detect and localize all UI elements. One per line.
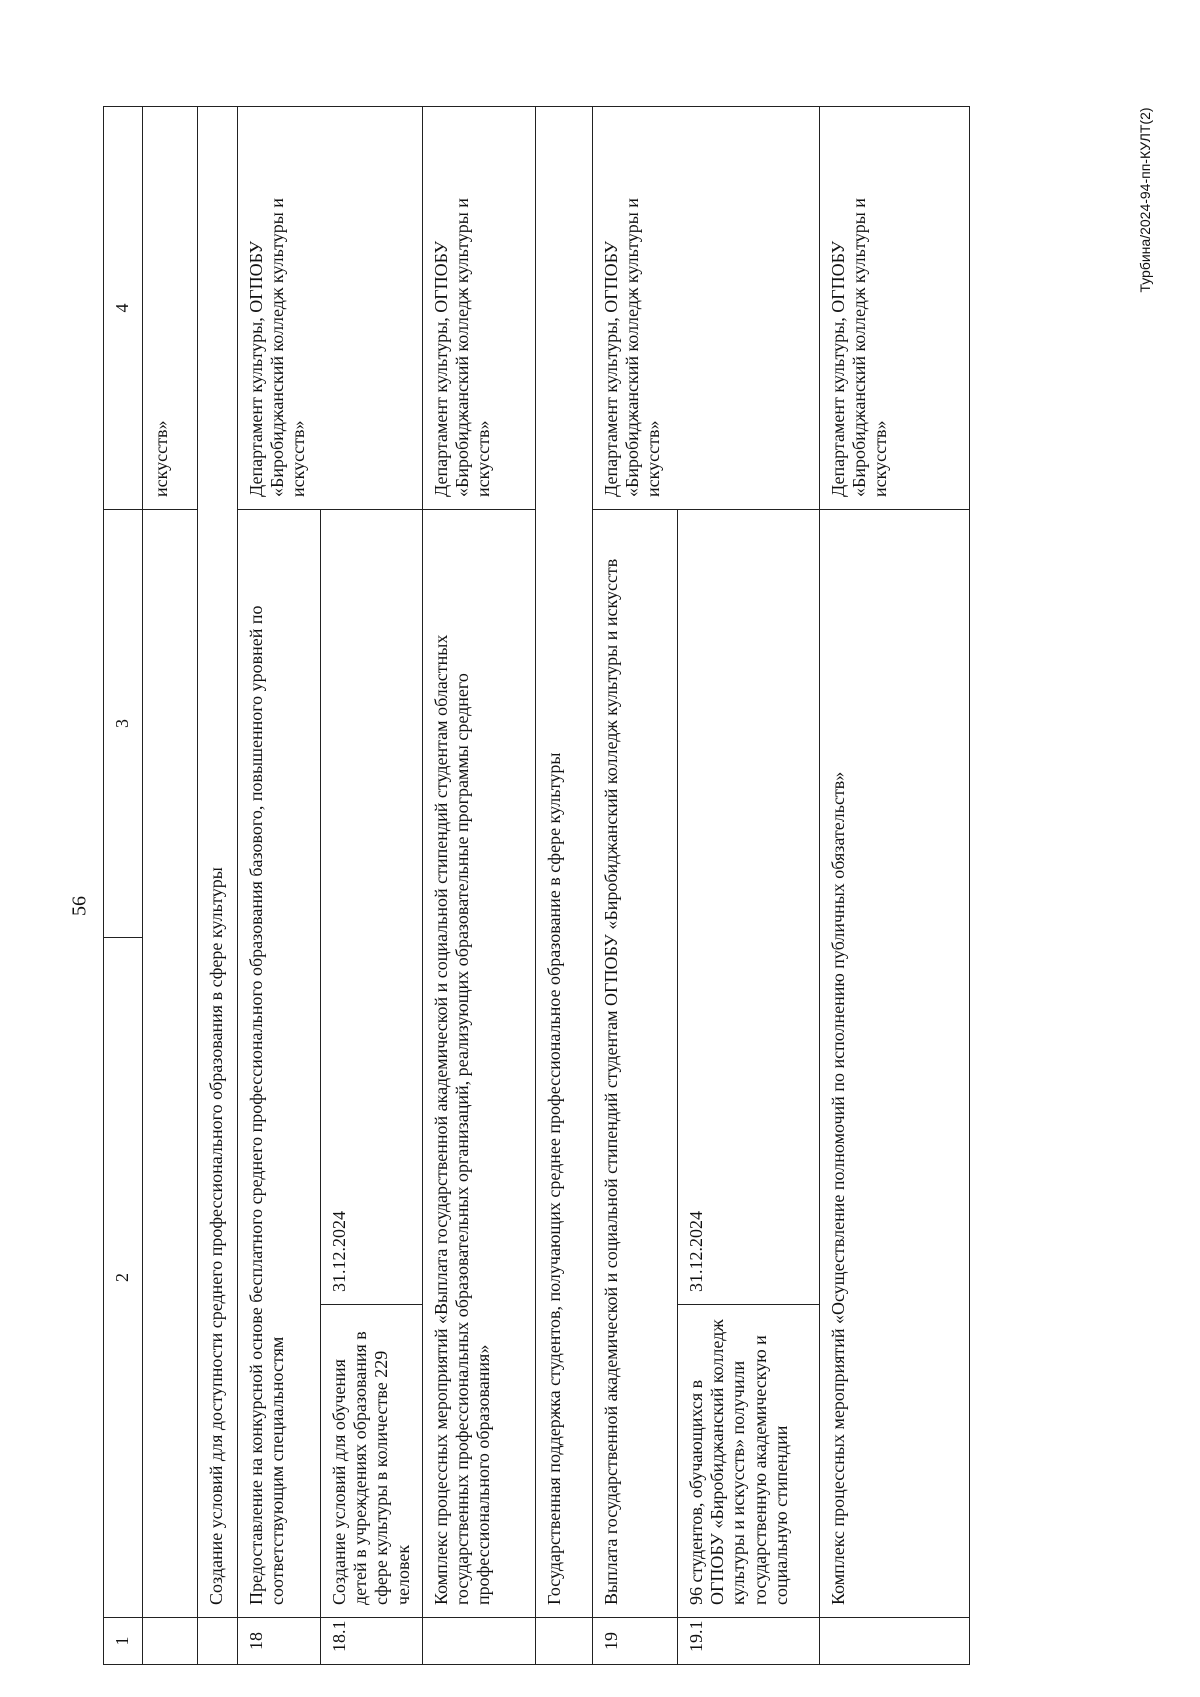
row-number: 19.1: [677, 1618, 819, 1665]
cell-empty: [422, 1618, 535, 1665]
row-text: Комплекс процессных мероприятий «Выплата государственной академической и социальной стипендий студентам областных государственных профессиональных образовательных организаций, реализующих образовательные программы среднего профессионального образования»: [422, 510, 535, 1618]
cell-empty: [143, 510, 198, 1618]
row-date: 31.12.2024: [321, 510, 423, 1305]
table-row-section-title: [198, 107, 238, 1665]
row-responsible: Департамент культуры, ОГПОБУ «Биробиджанский колледж культуры и искусств»: [422, 107, 535, 510]
row-text: Комплекс процессных мероприятий «Осуществление полномочий по исполнению публичных обязательств»: [819, 510, 969, 1618]
table-row-section2-title: [535, 107, 592, 1665]
row-text: Создание условий для обучения детей в учреждениях образования в сфере культуры в количестве 229 человек: [321, 1305, 423, 1618]
row-number: 18.1: [321, 1618, 423, 1665]
table-row-18: [238, 107, 321, 1665]
cell-empty: [535, 1618, 592, 1665]
plan-table: [103, 106, 970, 1665]
table-row-continuation: [143, 107, 198, 1665]
row-responsible: Департамент культуры, ОГПОБУ «Биробиджанский колледж культуры и искусств»: [819, 107, 969, 510]
rotated-table: [103, 107, 1029, 1665]
section-title: Государственная поддержка студентов, получающих среднее профессиональное образование в сфере культуры: [535, 107, 592, 1618]
row-text: Предоставление на конкурсной основе бесплатного среднего профессионального образования базового, повышенного уровней по соответствующим специальностям: [238, 510, 321, 1618]
header-col-2: 2: [104, 938, 143, 1618]
table-header-row: [104, 107, 143, 1665]
row-responsible: Департамент культуры, ОГПОБУ «Биробиджанский колледж культуры и искусств»: [592, 107, 819, 510]
cell-responsible-continuation: искусств»: [143, 107, 198, 510]
cell-empty: [198, 1618, 238, 1665]
table-row-19: [592, 107, 677, 1665]
header-col-3: 3: [104, 510, 143, 938]
table-row-complex-1: [422, 107, 535, 1665]
row-responsible: Департамент культуры, ОГПОБУ «Биробиджанский колледж культуры и искусств»: [238, 107, 423, 510]
header-col-1: 1: [104, 1618, 143, 1665]
cell-empty: [819, 1618, 969, 1665]
row-number: 19: [592, 1618, 677, 1665]
header-col-4: 4: [104, 107, 143, 510]
row-date: 31.12.2024: [677, 510, 819, 1305]
row-text: 96 студентов, обучающихся в ОГПОБУ «Биробиджанский колледж культуры и искусств» получили государственную академическую и социальную стипендии: [677, 1305, 819, 1618]
section-title: Создание условий для доступности среднего профессионального образования в сфере культуры: [198, 107, 238, 1618]
row-text: Выплата государственной академической и социальной стипендий студентам ОГПОБУ «Биробиджанский колледж культуры и искусств: [592, 510, 677, 1618]
page-number: 56: [68, 896, 91, 916]
row-number: 18: [238, 1618, 321, 1665]
table-container: [103, 107, 1029, 1665]
cell-empty: [143, 1618, 198, 1665]
document-code: Турбина/2024-94-пп-КУЛТ(2): [1137, 107, 1153, 293]
table-row-complex-2: [819, 107, 969, 1665]
